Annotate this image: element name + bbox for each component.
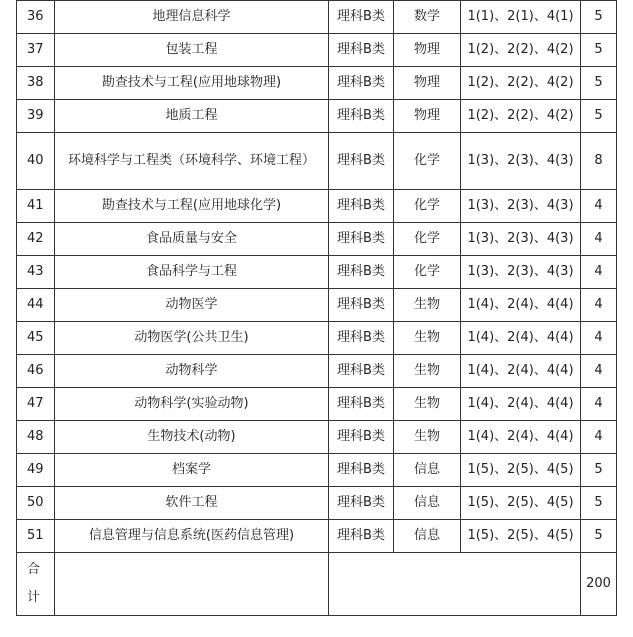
codes-cell: 1(4)、2(4)、4(4) <box>461 355 581 388</box>
row-number-cell: 50 <box>17 487 55 520</box>
category-cell: 理科B类 <box>329 487 394 520</box>
count-cell: 5 <box>581 100 617 133</box>
table-row <box>17 487 617 520</box>
count-cell: 4 <box>581 355 617 388</box>
table-row <box>17 322 617 355</box>
row-number-cell: 38 <box>17 67 55 100</box>
table-row <box>17 388 617 421</box>
subject-cell: 生物 <box>394 421 461 454</box>
subject-cell: 物理 <box>394 67 461 100</box>
total-label-line2: 计 <box>27 590 41 605</box>
major-name-cell: 档案学 <box>55 454 329 487</box>
major-name-cell: 信息管理与信息系统(医药信息管理) <box>55 520 329 553</box>
total-label <box>17 553 55 616</box>
codes-cell: 1(4)、2(4)、4(4) <box>461 421 581 454</box>
row-number-cell: 37 <box>17 34 55 67</box>
subject-cell: 物理 <box>394 34 461 67</box>
table-row <box>17 133 617 190</box>
subject-cell: 生物 <box>394 388 461 421</box>
count-cell: 4 <box>581 421 617 454</box>
count-cell: 5 <box>581 520 617 553</box>
codes-cell: 1(4)、2(4)、4(4) <box>461 322 581 355</box>
count-cell: 4 <box>581 322 617 355</box>
row-number-cell: 47 <box>17 388 55 421</box>
codes-cell: 1(3)、2(3)、4(3) <box>461 256 581 289</box>
category-cell: 理科B类 <box>329 34 394 67</box>
major-name-cell: 软件工程 <box>55 487 329 520</box>
enrollment-table-container <box>16 0 616 616</box>
category-cell: 理科B类 <box>329 67 394 100</box>
codes-cell: 1(4)、2(4)、4(4) <box>461 289 581 322</box>
table-row <box>17 67 617 100</box>
major-name-cell: 地理信息科学 <box>55 1 329 34</box>
codes-cell: 1(1)、2(1)、4(1) <box>461 1 581 34</box>
total-empty-cell <box>55 553 329 616</box>
total-row <box>17 553 617 616</box>
major-name-cell: 动物科学(实验动物) <box>55 388 329 421</box>
total-empty-merged-cell <box>329 553 581 616</box>
codes-cell: 1(3)、2(3)、4(3) <box>461 133 581 190</box>
category-cell: 理科B类 <box>329 388 394 421</box>
table-row <box>17 1 617 34</box>
major-name-cell: 动物科学 <box>55 355 329 388</box>
row-number-cell: 39 <box>17 100 55 133</box>
row-number-cell: 48 <box>17 421 55 454</box>
table-row <box>17 421 617 454</box>
row-number-cell: 43 <box>17 256 55 289</box>
category-cell: 理科B类 <box>329 100 394 133</box>
subject-cell: 化学 <box>394 133 461 190</box>
subject-cell: 化学 <box>394 256 461 289</box>
row-number-cell: 45 <box>17 322 55 355</box>
major-name-cell: 食品科学与工程 <box>55 256 329 289</box>
category-cell: 理科B类 <box>329 289 394 322</box>
category-cell: 理科B类 <box>329 322 394 355</box>
category-cell: 理科B类 <box>329 355 394 388</box>
category-cell: 理科B类 <box>329 1 394 34</box>
subject-cell: 生物 <box>394 355 461 388</box>
count-cell: 5 <box>581 1 617 34</box>
codes-cell: 1(3)、2(3)、4(3) <box>461 190 581 223</box>
count-cell: 4 <box>581 256 617 289</box>
subject-cell: 信息 <box>394 520 461 553</box>
table-row <box>17 289 617 322</box>
count-cell: 5 <box>581 34 617 67</box>
count-cell: 4 <box>581 388 617 421</box>
row-number-cell: 49 <box>17 454 55 487</box>
subject-cell: 信息 <box>394 454 461 487</box>
codes-cell: 1(2)、2(2)、4(2) <box>461 34 581 67</box>
subject-cell: 化学 <box>394 190 461 223</box>
codes-cell: 1(2)、2(2)、4(2) <box>461 100 581 133</box>
count-cell: 5 <box>581 487 617 520</box>
subject-cell: 生物 <box>394 322 461 355</box>
major-name-cell: 食品质量与安全 <box>55 223 329 256</box>
major-name-cell: 地质工程 <box>55 100 329 133</box>
major-name-cell: 勘查技术与工程(应用地球化学) <box>55 190 329 223</box>
count-cell: 4 <box>581 190 617 223</box>
major-name-cell: 动物医学(公共卫生) <box>55 322 329 355</box>
codes-cell: 1(2)、2(2)、4(2) <box>461 67 581 100</box>
row-number-cell: 46 <box>17 355 55 388</box>
count-cell: 8 <box>581 133 617 190</box>
table-body <box>17 1 617 616</box>
category-cell: 理科B类 <box>329 190 394 223</box>
codes-cell: 1(5)、2(5)、4(5) <box>461 454 581 487</box>
major-name-cell: 动物医学 <box>55 289 329 322</box>
category-cell: 理科B类 <box>329 421 394 454</box>
total-count: 200 <box>581 553 617 616</box>
major-name-cell: 生物技术(动物) <box>55 421 329 454</box>
category-cell: 理科B类 <box>329 520 394 553</box>
table-row <box>17 34 617 67</box>
row-number-cell: 51 <box>17 520 55 553</box>
table-row <box>17 355 617 388</box>
count-cell: 5 <box>581 67 617 100</box>
table-row <box>17 520 617 553</box>
major-name-cell: 环境科学与工程类（环境科学、环境工程） <box>55 133 329 190</box>
major-name-cell: 包装工程 <box>55 34 329 67</box>
subject-cell: 物理 <box>394 100 461 133</box>
table-row <box>17 190 617 223</box>
table-row <box>17 223 617 256</box>
subject-cell: 数学 <box>394 1 461 34</box>
category-cell: 理科B类 <box>329 223 394 256</box>
subject-cell: 生物 <box>394 289 461 322</box>
count-cell: 4 <box>581 223 617 256</box>
count-cell: 4 <box>581 289 617 322</box>
table-row <box>17 100 617 133</box>
codes-cell: 1(4)、2(4)、4(4) <box>461 388 581 421</box>
total-label-line1: 合 <box>27 562 41 577</box>
row-number-cell: 40 <box>17 133 55 190</box>
row-number-cell: 36 <box>17 1 55 34</box>
row-number-cell: 44 <box>17 289 55 322</box>
row-number-cell: 41 <box>17 190 55 223</box>
subject-cell: 化学 <box>394 223 461 256</box>
codes-cell: 1(3)、2(3)、4(3) <box>461 223 581 256</box>
table-row <box>17 454 617 487</box>
category-cell: 理科B类 <box>329 133 394 190</box>
table-row <box>17 256 617 289</box>
codes-cell: 1(5)、2(5)、4(5) <box>461 487 581 520</box>
category-cell: 理科B类 <box>329 256 394 289</box>
subject-cell: 信息 <box>394 487 461 520</box>
codes-cell: 1(5)、2(5)、4(5) <box>461 520 581 553</box>
category-cell: 理科B类 <box>329 454 394 487</box>
enrollment-table <box>16 0 617 616</box>
count-cell: 5 <box>581 454 617 487</box>
row-number-cell: 42 <box>17 223 55 256</box>
major-name-cell: 勘查技术与工程(应用地球物理) <box>55 67 329 100</box>
